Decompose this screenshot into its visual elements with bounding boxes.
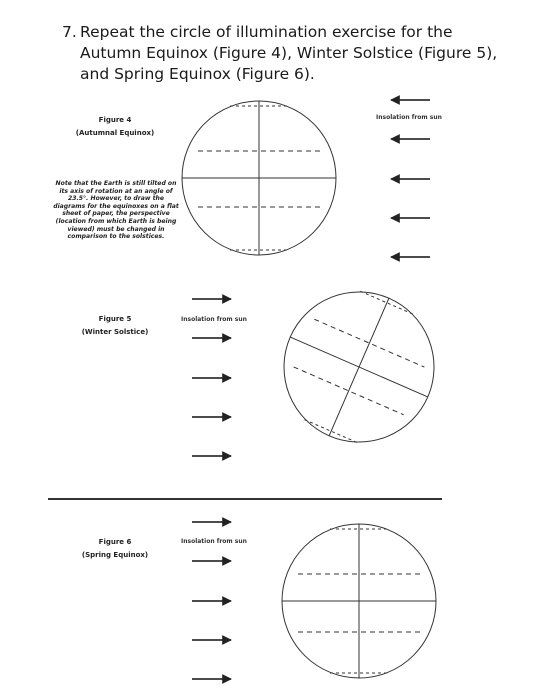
figure-5-insolation-label: Insolation from sun — [181, 316, 247, 323]
figure-4-sun-arrows — [391, 100, 430, 257]
figure-6-globe — [282, 524, 436, 678]
figure-6-sun-arrows — [192, 522, 231, 679]
equinox-note: Note that the Earth is still tilted on its axis of rotation at an angle of 23.5°. However, to draw the diagrams for the equinoxes on a flat sheet of paper, the perspective (location from which Earth is being viewed) must be changed in comparison to the solstices. — [53, 180, 179, 241]
figure-4-caption: (Autumnal Equinox) — [75, 129, 155, 137]
question-number: 7. — [62, 23, 77, 41]
figure-5-axis — [329, 298, 389, 436]
figure-6-label: Figure 6 — [98, 538, 132, 546]
figure-6-caption: (Spring Equinox) — [81, 551, 149, 559]
figure-4-insolation-label: Insolation from sun — [376, 114, 442, 121]
figure-4-globe — [182, 101, 336, 255]
figure-4-label: Figure 4 — [98, 116, 132, 124]
figure-5-globe — [260, 268, 457, 465]
question-text: Repeat the circle of illumination exercise for the Autumn Equinox (Figure 4), Winter Solstice (Figure 5), and Spring Equinox (Figure 6). — [80, 23, 498, 83]
figure-5-caption: (Winter Solstice) — [81, 328, 149, 336]
figure-5-label: Figure 5 — [98, 315, 132, 323]
figure-6-insolation-label: Insolation from sun — [181, 538, 247, 545]
figure-5-sun-arrows — [192, 299, 231, 456]
